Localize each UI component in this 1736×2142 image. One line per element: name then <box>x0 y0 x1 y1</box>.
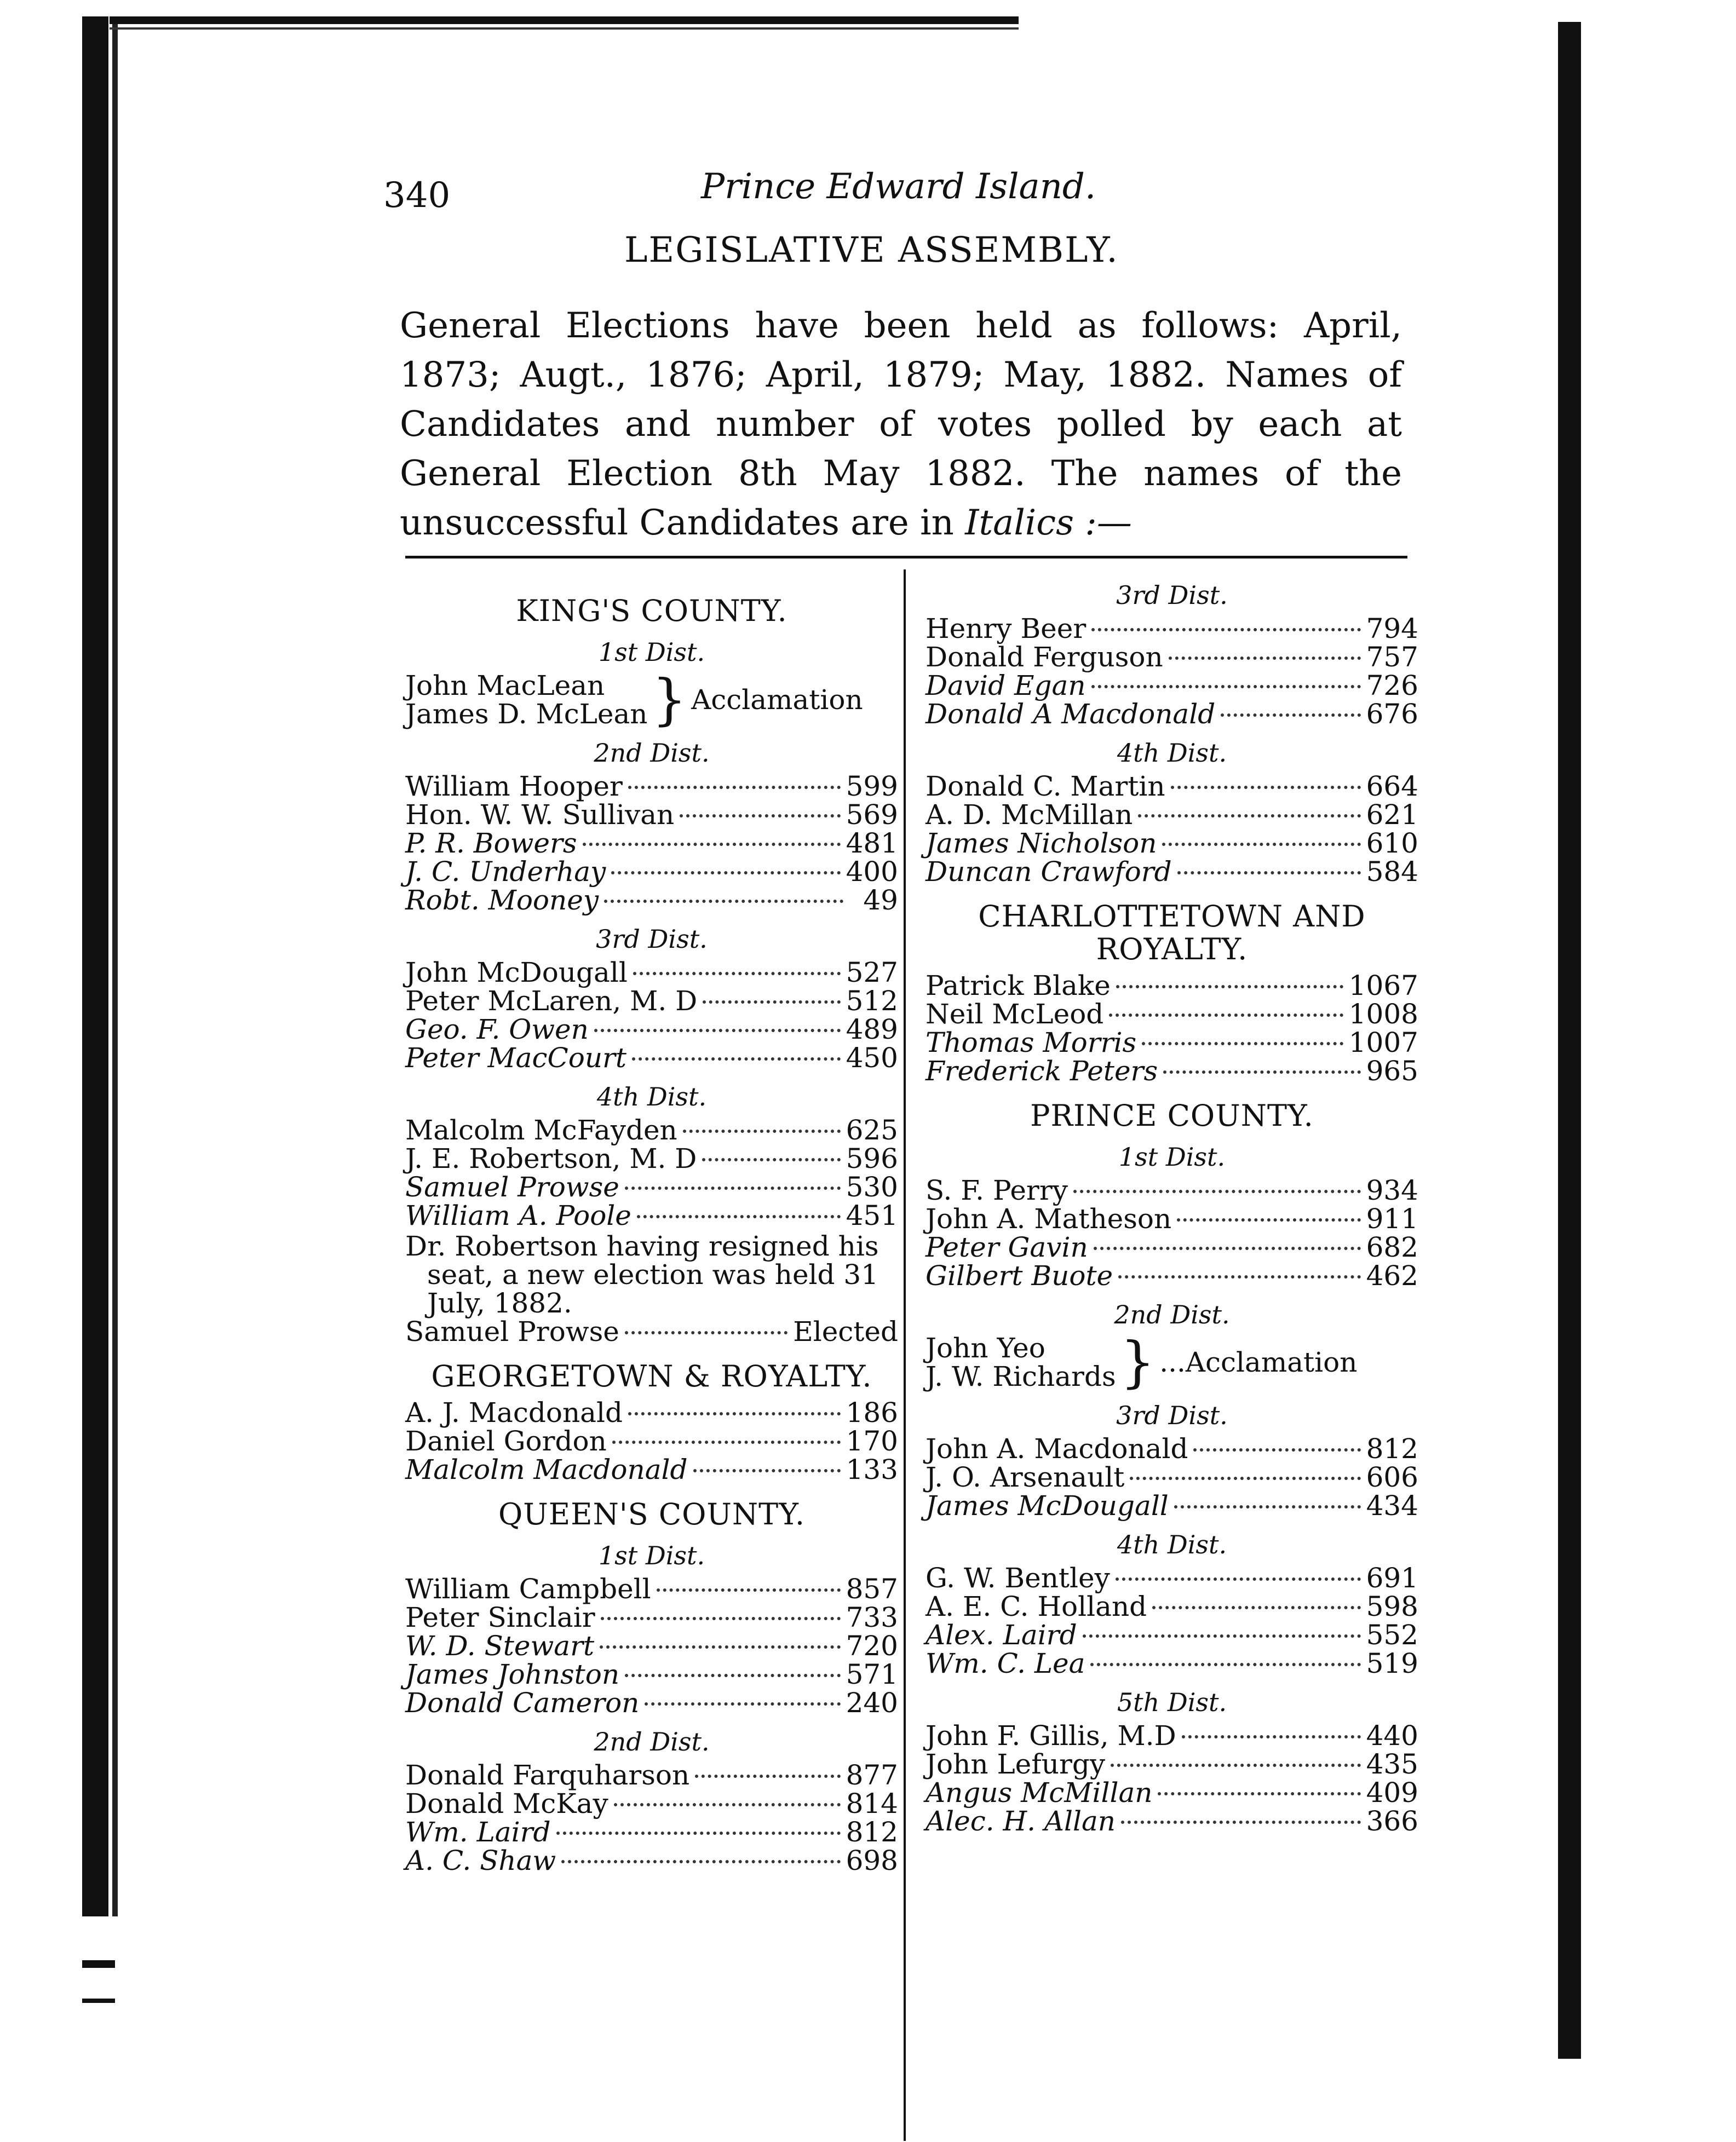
result-row <box>926 1592 1418 1621</box>
candidate-name: Samuel Prowse <box>405 1171 619 1203</box>
candidate-name: John McDougall <box>405 957 628 988</box>
candidate-name: John A. Macdonald <box>926 1433 1188 1465</box>
leader-dots <box>556 1832 841 1835</box>
acclamation-block <box>405 667 898 732</box>
candidate-name: John MacLean <box>405 670 605 701</box>
vote-count: 462 <box>1366 1260 1418 1292</box>
leader-dots <box>1118 1275 1360 1279</box>
candidate-name: Duncan Crawford <box>926 856 1172 888</box>
candidate-name: A. D. McMillan <box>926 799 1133 831</box>
intro-tail: Italics :— <box>965 503 1132 543</box>
district-heading: 2nd Dist. <box>1114 1300 1230 1329</box>
candidate-name: William Hooper <box>405 770 623 802</box>
result-row <box>405 1818 898 1846</box>
leader-dots <box>625 1187 841 1190</box>
candidate-name: Peter McLaren, M. D <box>405 985 698 1017</box>
section-title: LEGISLATIVE ASSEMBLY. <box>624 230 1119 270</box>
district-heading: 1st Dist. <box>1118 1142 1226 1172</box>
scan-mark <box>82 1999 115 2003</box>
vote-count: 49 <box>863 884 898 916</box>
vote-count: 911 <box>1366 1203 1418 1235</box>
vote-count: 664 <box>1366 770 1418 802</box>
candidate-name: John Yeo <box>926 1332 1045 1364</box>
leader-dots <box>1221 713 1360 717</box>
leader-dots <box>683 1130 841 1133</box>
candidate-name: P. R. Bowers <box>405 827 577 859</box>
leader-dots <box>1111 1764 1360 1767</box>
leader-dots <box>625 1331 787 1334</box>
scan-border-top <box>110 16 1019 24</box>
vote-count: 451 <box>846 1200 898 1231</box>
leader-dots <box>680 814 840 817</box>
leader-dots <box>1177 871 1361 874</box>
vote-count: 519 <box>1366 1648 1418 1679</box>
district-heading: 3rd Dist. <box>596 924 708 954</box>
candidate-name: David Egan <box>926 670 1086 701</box>
vote-count: 857 <box>846 1573 898 1605</box>
result-row <box>926 1233 1418 1262</box>
leader-dots <box>625 1674 841 1677</box>
candidate-name: James Johnston <box>405 1659 620 1690</box>
candidate-name: James D. McLean <box>405 698 648 730</box>
vote-count: 676 <box>1366 698 1418 730</box>
leader-dots <box>601 1617 841 1620</box>
left-column <box>405 580 898 1875</box>
leader-dots <box>645 1702 840 1706</box>
right-column <box>926 580 1418 1835</box>
vote-count: 450 <box>846 1042 898 1074</box>
leader-dots <box>628 786 841 789</box>
vote-count: 240 <box>846 1687 898 1719</box>
scan-border-left <box>82 16 108 1916</box>
result-row <box>405 1689 898 1717</box>
leader-dots <box>1083 1634 1361 1638</box>
vote-count: 409 <box>1366 1777 1418 1809</box>
vote-count: 757 <box>1366 641 1418 673</box>
candidate-name: Henry Beer <box>926 613 1087 644</box>
leader-dots <box>600 1645 840 1649</box>
candidate-name: James McDougall <box>926 1490 1169 1522</box>
vote-count: 812 <box>846 1816 898 1848</box>
district-heading: 3rd Dist. <box>1116 580 1228 610</box>
result-row <box>926 1750 1418 1778</box>
candidate-name: Patrick Blake <box>926 970 1111 1001</box>
leader-dots <box>583 843 841 846</box>
candidate-name: Donald Ferguson <box>926 641 1163 673</box>
leader-dots <box>1073 1190 1361 1193</box>
vote-count: 400 <box>846 856 898 888</box>
page-number: 340 <box>383 175 451 216</box>
result-row <box>926 1176 1418 1205</box>
acclamation-label: Acclamation <box>691 684 863 716</box>
result-row <box>405 1398 898 1427</box>
candidate-name: Donald C. Martin <box>926 770 1165 802</box>
result-row <box>405 1455 898 1484</box>
brace-symbol: } <box>652 667 687 732</box>
leader-dots <box>1094 1247 1361 1250</box>
leader-dots <box>1152 1606 1360 1609</box>
vote-count: 606 <box>1366 1461 1418 1493</box>
leader-dots <box>702 1158 840 1161</box>
vote-count: 794 <box>1366 613 1418 644</box>
leader-dots <box>1169 657 1361 660</box>
leader-dots <box>1177 1218 1360 1222</box>
leader-dots <box>594 1029 841 1032</box>
leader-dots <box>703 1000 840 1004</box>
horizontal-rule <box>405 556 1407 558</box>
district-heading: 2nd Dist. <box>594 738 710 768</box>
leader-dots <box>1090 1663 1360 1666</box>
result-row <box>926 1621 1418 1649</box>
district-heading: 5th Dist. <box>1117 1688 1227 1717</box>
leader-dots <box>637 1215 841 1218</box>
vote-count: 814 <box>846 1788 898 1819</box>
result-row <box>405 1044 898 1072</box>
result-row <box>405 801 898 829</box>
vote-count: 366 <box>1366 1805 1418 1837</box>
vote-count: 726 <box>1366 670 1418 701</box>
result-row <box>405 1015 898 1044</box>
county-heading: CHARLOTTETOWN AND ROYALTY. <box>978 899 1366 966</box>
acclamation-label: ...Acclamation <box>1159 1346 1358 1378</box>
vote-count: 1007 <box>1348 1027 1418 1058</box>
candidate-name: Donald McKay <box>405 1788 608 1819</box>
leader-dots <box>612 1441 841 1444</box>
result-row <box>405 1173 898 1201</box>
leader-dots <box>1091 685 1361 688</box>
result-row <box>926 772 1418 801</box>
vote-count: 481 <box>846 827 898 859</box>
leader-dots <box>1182 1735 1361 1738</box>
district-heading: 3rd Dist. <box>1116 1401 1228 1430</box>
vote-count: 440 <box>1366 1720 1418 1752</box>
result-row <box>405 857 898 886</box>
leader-dots <box>1174 1505 1361 1508</box>
vote-count: 598 <box>1366 1591 1418 1622</box>
leader-dots <box>693 1469 841 1472</box>
candidate-name: Wm. C. Lea <box>926 1648 1085 1679</box>
vote-count: 435 <box>1366 1748 1418 1780</box>
result-row <box>926 1463 1418 1492</box>
scan-border-left-inner <box>112 16 118 1916</box>
vote-count: 571 <box>846 1659 898 1690</box>
leader-dots <box>1121 1821 1361 1824</box>
scan-border-top-inner <box>110 27 1019 30</box>
county-heading: KING'S COUNTY. <box>516 594 787 628</box>
candidate-name: A. E. C. Holland <box>926 1591 1147 1622</box>
vote-count: 596 <box>846 1143 898 1174</box>
candidate-name: Peter Gavin <box>926 1231 1088 1263</box>
result-row <box>405 1575 898 1603</box>
leader-dots <box>628 1412 841 1415</box>
result-row <box>926 1057 1418 1085</box>
result-row <box>926 829 1418 857</box>
result-row <box>926 801 1418 829</box>
vote-count: 599 <box>846 770 898 802</box>
leader-dots <box>1109 1014 1343 1017</box>
result-row <box>405 1201 898 1230</box>
result-row <box>405 1846 898 1875</box>
district-heading: 1st Dist. <box>598 637 705 667</box>
vote-count: 552 <box>1366 1619 1418 1651</box>
result-row <box>405 1317 898 1346</box>
result-row <box>926 1435 1418 1463</box>
vote-count: 489 <box>846 1014 898 1045</box>
vote-count: 170 <box>846 1425 898 1457</box>
leader-dots <box>1142 1042 1343 1045</box>
candidate-name: A. C. Shaw <box>405 1845 556 1876</box>
candidate-name: J. W. Richards <box>926 1361 1116 1392</box>
candidate-name: Donald Farquharson <box>405 1759 690 1791</box>
county-heading: QUEEN'S COUNTY. <box>498 1497 806 1531</box>
result-row <box>405 1660 898 1689</box>
scan-border-right <box>1558 22 1581 2059</box>
leader-dots <box>1116 1577 1361 1581</box>
leader-dots <box>633 972 841 975</box>
vote-count: 512 <box>846 985 898 1017</box>
result-row <box>405 958 898 987</box>
candidate-name: Alex. Laird <box>926 1619 1077 1651</box>
vote-count: 965 <box>1366 1055 1418 1087</box>
county-heading: GEORGETOWN & ROYALTY. <box>431 1359 872 1394</box>
candidate-name: William A. Poole <box>405 1200 631 1231</box>
result-row <box>926 1564 1418 1592</box>
candidate-name: Alec. H. Allan <box>926 1805 1116 1837</box>
page-header <box>383 153 1429 216</box>
candidate-name: John Lefurgy <box>926 1748 1106 1780</box>
vote-count: 625 <box>846 1114 898 1146</box>
leader-dots <box>695 1775 840 1778</box>
candidate-name: James Nicholson <box>926 827 1157 859</box>
candidate-name: Geo. F. Owen <box>405 1014 589 1045</box>
candidate-name: Peter Sinclair <box>405 1602 595 1633</box>
vote-count: 733 <box>846 1602 898 1633</box>
intro-paragraph <box>400 301 1402 548</box>
by-election-note: Dr. Robertson having resigned his seat, a new election was held 31 July, 1882. <box>405 1230 879 1319</box>
leader-dots <box>611 871 840 874</box>
leader-dots <box>1171 786 1361 789</box>
result-row <box>926 1807 1418 1835</box>
vote-count: 530 <box>846 1171 898 1203</box>
leader-dots <box>1193 1448 1360 1452</box>
candidate-name: Robt. Mooney <box>405 884 599 916</box>
result-row <box>926 1262 1418 1290</box>
vote-count: 877 <box>846 1759 898 1791</box>
leader-dots <box>632 1057 841 1061</box>
acclamation-names <box>405 671 648 728</box>
candidate-name: J. C. Underhay <box>405 856 606 888</box>
leader-dots <box>1162 843 1360 846</box>
scan-mark <box>82 1960 115 1968</box>
candidate-name: Gilbert Buote <box>926 1260 1113 1292</box>
running-title: Prince Edward Island. <box>701 166 1096 207</box>
result-row <box>926 1492 1418 1520</box>
candidate-name: S. F. Perry <box>926 1174 1068 1206</box>
vote-count: 621 <box>1366 799 1418 831</box>
county-heading: PRINCE COUNTY. <box>1030 1098 1314 1133</box>
candidate-name: G. W. Bentley <box>926 1562 1110 1594</box>
vote-count: 569 <box>846 799 898 831</box>
vote-count: 691 <box>1366 1562 1418 1594</box>
vote-count: 133 <box>846 1454 898 1485</box>
result-row <box>926 1778 1418 1807</box>
result-row <box>405 772 898 801</box>
vote-count: 434 <box>1366 1490 1418 1522</box>
vote-count: 934 <box>1366 1174 1418 1206</box>
intro-text: General Elections have been held as follows: April, 1873; Augt., 1876; April, 1879; May, 1882. Names of Candidates and number of votes polled by each at General Election 8th May 1882. The names of the unsuccessful Candidates are in <box>400 306 1402 543</box>
result-row <box>926 614 1418 643</box>
district-heading: 4th Dist. <box>1117 738 1227 768</box>
leader-dots <box>1091 628 1360 631</box>
result-row <box>405 1116 898 1144</box>
acclamation-block <box>926 1330 1418 1394</box>
district-heading: 4th Dist. <box>1117 1530 1227 1559</box>
candidate-name: J. O. Arsenault <box>926 1461 1125 1493</box>
result-row <box>926 643 1418 671</box>
result-row <box>405 829 898 857</box>
result-row <box>926 971 1418 1000</box>
result-row <box>926 1649 1418 1678</box>
vote-count: 698 <box>846 1845 898 1876</box>
candidate-name: Donald A Macdonald <box>926 698 1216 730</box>
result-row <box>926 1028 1418 1057</box>
candidate-name: Hon. W. W. Sullivan <box>405 799 675 831</box>
leader-dots <box>1163 1070 1360 1074</box>
vote-count: 1067 <box>1348 970 1418 1001</box>
vote-count: 812 <box>1366 1433 1418 1465</box>
result-row <box>926 1000 1418 1028</box>
candidate-name: Thomas Morris <box>926 1027 1137 1058</box>
result-row <box>405 1789 898 1818</box>
result-row <box>926 700 1418 728</box>
candidate-name: Neil McLeod <box>926 998 1104 1030</box>
leader-dots <box>614 1803 841 1806</box>
leader-dots <box>1138 814 1360 817</box>
candidate-name: J. E. Robertson, M. D <box>405 1143 697 1174</box>
candidate-name: W. D. Stewart <box>405 1630 595 1662</box>
district-heading: 1st Dist. <box>598 1541 705 1570</box>
district-heading: 2nd Dist. <box>594 1727 710 1757</box>
result-row <box>405 1144 898 1173</box>
candidate-name: Malcolm McFayden <box>405 1114 677 1146</box>
acclamation-names <box>926 1334 1116 1391</box>
candidate-name: Frederick Peters <box>926 1055 1158 1087</box>
vote-count: 1008 <box>1348 998 1418 1030</box>
vote-count: 527 <box>846 957 898 988</box>
candidate-name: Daniel Gordon <box>405 1425 607 1457</box>
result-row <box>926 1721 1418 1750</box>
elected-label: Elected <box>793 1316 898 1348</box>
result-row <box>405 987 898 1015</box>
vote-count: 584 <box>1366 856 1418 888</box>
candidate-name: Wm. Laird <box>405 1816 551 1848</box>
vote-count: 720 <box>846 1630 898 1662</box>
leader-dots <box>657 1588 841 1592</box>
brace-symbol: } <box>1120 1330 1156 1394</box>
candidate-name: A. J. Macdonald <box>405 1397 623 1429</box>
result-row <box>926 857 1418 886</box>
leader-dots <box>1130 1477 1360 1480</box>
result-row <box>405 1632 898 1660</box>
column-divider <box>904 569 906 2141</box>
candidate-name: John A. Matheson <box>926 1203 1172 1235</box>
candidate-name: Samuel Prowse <box>405 1316 619 1348</box>
vote-count: 682 <box>1366 1231 1418 1263</box>
leader-dots <box>604 900 843 903</box>
leader-dots <box>1116 985 1343 988</box>
leader-dots <box>561 1860 840 1863</box>
result-row <box>926 1205 1418 1233</box>
result-row <box>405 1427 898 1455</box>
candidate-name: William Campbell <box>405 1573 651 1605</box>
vote-count: 186 <box>846 1397 898 1429</box>
district-heading: 4th Dist. <box>596 1082 707 1112</box>
candidate-name: John F. Gillis, M.D <box>926 1720 1176 1752</box>
vote-count: 610 <box>1366 827 1418 859</box>
leader-dots <box>1158 1792 1360 1795</box>
result-row <box>405 1761 898 1789</box>
candidate-name: Peter MacCourt <box>405 1042 627 1074</box>
result-row <box>926 671 1418 700</box>
result-row <box>405 886 898 914</box>
candidate-name: Donald Cameron <box>405 1687 640 1719</box>
candidate-name: Angus McMillan <box>926 1777 1153 1809</box>
result-row <box>405 1603 898 1632</box>
candidate-name: Malcolm Macdonald <box>405 1454 688 1485</box>
